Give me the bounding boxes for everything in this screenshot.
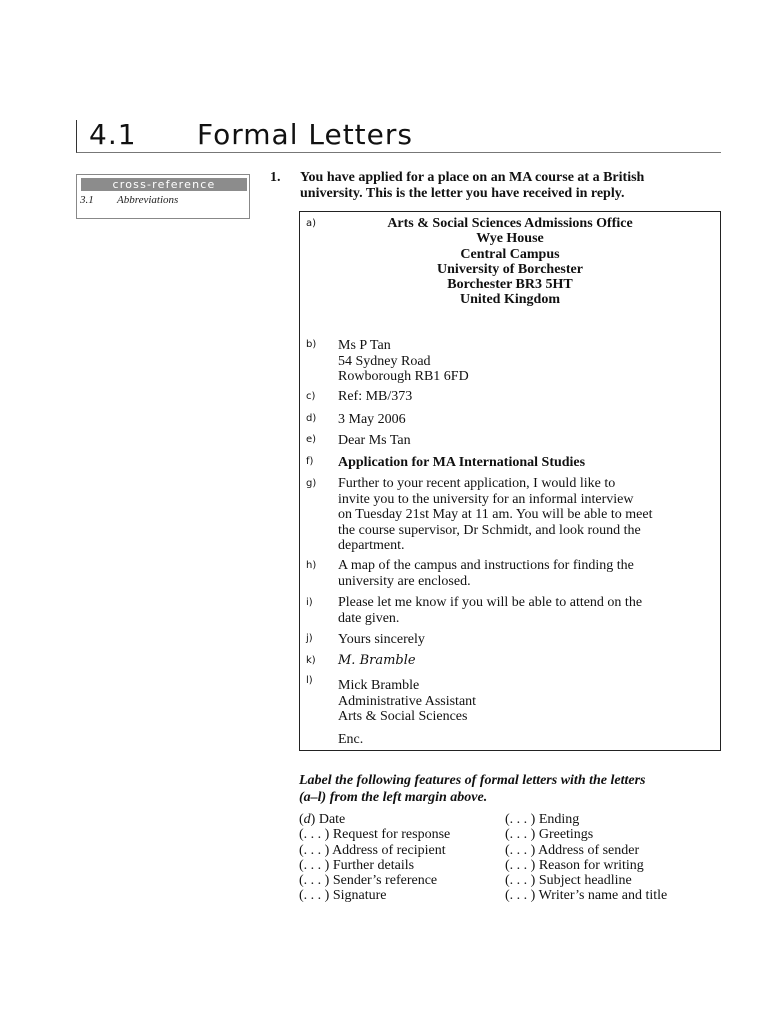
label-d: d) <box>306 413 317 424</box>
list-item: (. . . ) Subject headline <box>505 873 632 889</box>
paragraph-details: Further to your recent application, I would like to invite you to the university for an informal interview on Tuesday 21st May at 11 am. You will be able to meet the course supervisor, Dr Schmidt, and look round the department. <box>338 476 653 553</box>
section-title: Formal Letters <box>197 118 413 151</box>
cross-reference-box <box>76 174 250 219</box>
features-list-right <box>505 812 667 904</box>
section-header <box>76 120 721 153</box>
greeting: Dear Ms Tan <box>338 433 411 448</box>
label-k: k) <box>306 655 316 666</box>
list-item: (. . . ) Ending <box>505 812 580 827</box>
signature: M. Bramble <box>338 653 416 668</box>
section-number: 4.1 <box>89 118 137 151</box>
list-item: (. . . ) Address of recipient <box>299 842 446 858</box>
list-item: (. . . ) Sender’s reference <box>299 873 438 889</box>
list-item: (. . . ) Request for response <box>299 827 451 843</box>
label-l: l) <box>306 675 313 686</box>
features-list-left <box>299 812 450 904</box>
label-h: h) <box>306 560 317 571</box>
list-item: (. . . ) Address of sender <box>505 842 640 858</box>
recipient-address: Ms P Tan 54 Sydney Road Rowborough RB1 6FD <box>338 338 469 384</box>
question-number: 1. <box>270 170 281 185</box>
label-a: a) <box>306 218 317 229</box>
list-item: (d) Date <box>299 812 346 827</box>
label-j: j) <box>306 633 313 644</box>
sender-address: Arts & Social Sciences Admissions Office Wye House Central Campus University of Borchester Borchester BR3 5HT United Kingdom <box>387 216 633 308</box>
cross-reference-heading: cross-reference <box>81 178 247 191</box>
label-i: i) <box>306 597 313 608</box>
paragraph-response: Please let me know if you will be able to attend on the date given. <box>338 595 643 626</box>
paragraph-enclosed: A map of the campus and instructions for finding the university are enclosed. <box>338 558 634 589</box>
label-g: g) <box>306 478 317 489</box>
subject-line: Application for MA International Studies <box>338 455 586 470</box>
list-item: (. . . ) Signature <box>299 888 387 904</box>
list-item: (. . . ) Further details <box>299 857 415 873</box>
cross-reference-label: Abbreviations <box>117 194 179 206</box>
list-item: (. . . ) Reason for writing <box>505 857 644 873</box>
question-text: You have applied for a place on an MA course at a British university. This is the letter you have received in reply. <box>300 170 645 201</box>
date: 3 May 2006 <box>338 412 406 427</box>
list-item: (. . . ) Greetings <box>505 827 594 843</box>
instruction-text: Label the following features of formal letters with the letters (a–l) from the left margin above. <box>299 773 646 805</box>
list-item: (. . . ) Writer’s name and title <box>505 888 668 904</box>
signer-details: Mick Bramble Administrative Assistant Arts & Social Sciences <box>338 678 477 724</box>
label-f: f) <box>306 456 314 467</box>
label-b: b) <box>306 339 317 350</box>
label-c: c) <box>306 391 316 402</box>
letter-box <box>299 211 721 751</box>
closing: Yours sincerely <box>338 632 425 647</box>
cross-reference-number: 3.1 <box>80 194 94 206</box>
reference: Ref: MB/373 <box>338 389 413 404</box>
enclosure: Enc. <box>338 732 364 747</box>
label-e: e) <box>306 434 317 445</box>
